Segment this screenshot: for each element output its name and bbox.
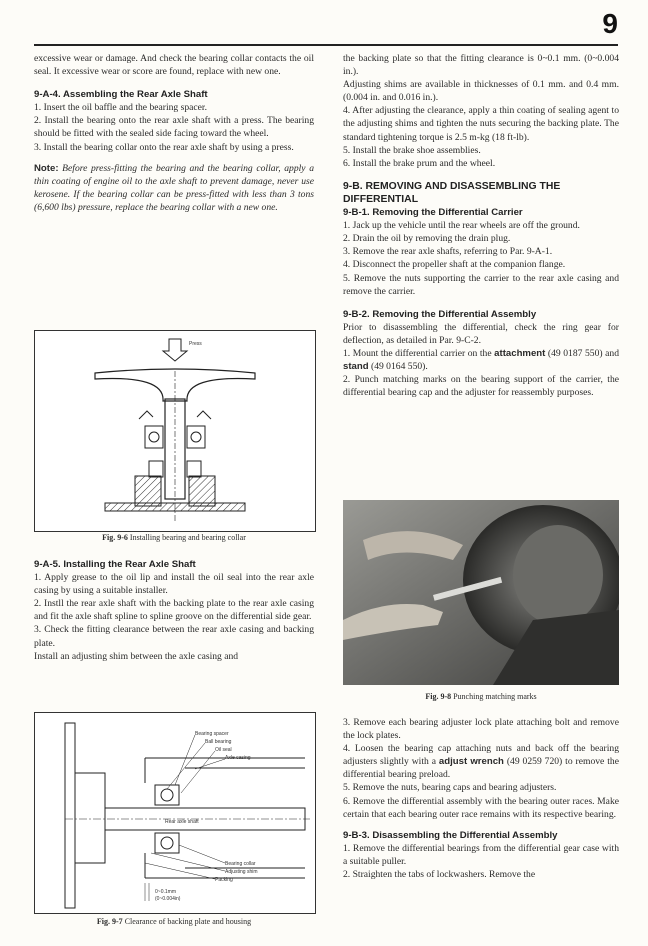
label-bearing-collar: Bearing collar [225, 861, 256, 867]
section-heading: 9-B-3. Disassembling the Differential Assembly [343, 829, 558, 841]
step: 1. Apply grease to the oil lip and install the oil seal into the rear axle casing by using a suitable installer. [34, 572, 314, 597]
figure-label: Fig. 9-7 [96, 917, 123, 926]
figure-label: Fig. 9-8 [425, 692, 452, 701]
left-column [34, 52, 314, 214]
figure-9-7 [34, 712, 316, 914]
step: 5. Remove the nuts, bearing caps and bearing adjusters. [343, 782, 557, 794]
step: 4. After adjusting the clearance, apply a thin coating of sealing agent to the adjusting shims and tighten the nuts securing the backing plate. The standard tightening torque is 2.5 m-kg (18 ft-lb). [343, 105, 619, 143]
note-label: Note: [34, 162, 59, 174]
step: 5. Remove the nuts supporting the carrier to the rear axle casing and remove the carrier. [343, 272, 619, 297]
paragraph: Prior to disassembling the differential, check the ring gear for deflection, as detailed in Par. 9-C-2. [343, 321, 619, 346]
label-clearance-mm: 0~0.1mm [155, 889, 176, 895]
step: 6. Install the brake prum and the wheel. [343, 157, 496, 169]
label-oil-seal: Oil seal [215, 747, 232, 753]
step: 2. Drain the oil by removing the drain plug. [343, 233, 511, 245]
chapter-section-heading: 9-B. REMOVING AND DISASSEMBLING THE DIFFERENTIAL [343, 180, 561, 205]
step: 4. Disconnect the propeller shaft at the companion flange. [343, 259, 566, 271]
paragraph: Adjusting shims are available in thicknesses of 0.1 mm. and 0.4 mm. (0.004 in. and 0.016 in.). [343, 79, 619, 104]
header-rule [34, 44, 618, 46]
press-label: Press [189, 341, 202, 347]
step: 3. Check the fitting clearance between the rear axle casing and backing plate. [34, 624, 314, 649]
figure-9-6 [34, 330, 316, 532]
step: 6. Remove the differential assembly with the bearing outer races. Make certain that each bearing outer race remains with its respective bearing. [343, 795, 619, 820]
step: 5. Install the brake shoe assemblies. [343, 144, 481, 156]
label-adjusting-shim: Adjusting shim [225, 869, 258, 875]
tool-name: adjust wrench [438, 756, 504, 768]
step: 3. Remove each bearing adjuster lock plate attaching bolt and remove the lock plates. [343, 717, 619, 742]
section-heading: 9-B-1. Removing the Differential Carrier [343, 207, 523, 219]
step: 1. Jack up the vehicle until the rear wheels are off the ground. [343, 220, 580, 232]
figure-caption: Punching matching marks [453, 692, 537, 701]
note [34, 162, 314, 214]
figure-9-8-caption [343, 692, 619, 701]
step-text: (49 0164 550). [371, 361, 428, 373]
label-packing: Packing [215, 877, 233, 883]
step [343, 347, 619, 373]
label-rear-axle-shaft: Rear axle shaft [165, 819, 199, 825]
figure-caption: Installing bearing and bearing collar [129, 533, 246, 542]
left-column-lower [34, 558, 314, 663]
figure-9-8 [343, 500, 619, 685]
label-bearing-spacer: Bearing spacer [195, 731, 229, 737]
figure-caption: Clearance of backing plate and housing [124, 917, 252, 926]
section-heading: 9-A-5. Installing the Rear Axle Shaft [34, 559, 196, 570]
figure-label: Fig. 9-6 [102, 533, 128, 542]
axle-section-diagram [35, 713, 315, 913]
figure-9-6-caption [34, 533, 314, 542]
step: 2. Punch matching marks on the bearing support of the carrier, the differential bearing cap and the adjuster for reassembly purposes. [343, 374, 619, 399]
step-text: (49 0187 550) and [547, 347, 619, 359]
right-column [343, 52, 619, 399]
bearing-press-diagram [35, 331, 315, 531]
paragraph: the backing plate so that the fitting clearance is 0~0.1 mm. (0~0.004 in.). [343, 53, 619, 78]
right-column-lower [343, 716, 619, 881]
tool-name: stand [343, 361, 369, 373]
note-text: Before press-fitting the bearing and the bearing collar, apply a thin coating of engine oil to the axle shaft to prevent damage, never use kerosene. If the bearing collar can be press-fitted with less than 3 tons (6,600 lbs) pressure, replace the bearing collar with a new one. [34, 162, 314, 213]
step: Install an adjusting shim between the axle casing and [34, 650, 239, 662]
step-text: (49 0259 720) to remove the differential bearing preload. [343, 756, 619, 781]
step-text: 4. Loosen the bearing cap attaching nuts and back off the bearing adjusters slightly with a [343, 743, 619, 768]
step: 3. Remove the rear axle shafts, referring to Par. 9-A-1. [343, 246, 553, 258]
section-heading: 9-A-4. Assembling the Rear Axle Shaft [34, 89, 208, 101]
step-text: 1. Mount the differential carrier on the [343, 347, 492, 359]
step: 3. Install the bearing collar onto the rear axle shaft by using a press. [34, 141, 294, 153]
step: 1. Remove the differential bearings from the differential gear case with a suitable puller. [343, 842, 619, 867]
page-number: 9 [602, 8, 618, 39]
step: 2. Instll the rear axle shaft with the backing plate to the rear axle casing and fit the axle shaft spline to spline groove on the differential side gear. [34, 598, 314, 623]
step: 1. Insert the oil baffle and the bearing spacer. [34, 102, 207, 114]
step: 2. Install the bearing onto the rear axle shaft with a press. The bearing should be fitted with the sealed side facing toward the wheel. [34, 115, 314, 140]
section-heading: 9-B-2. Removing the Differential Assembly [343, 308, 537, 320]
paragraph: excessive wear or damage. And check the bearing collar contacts the oil seal. It excessive wear or score are found, replace with new one. [34, 53, 314, 78]
step [343, 742, 619, 781]
tool-name: attachment [494, 347, 546, 359]
label-clearance-in: (0~0.004in) [155, 896, 181, 902]
figure-9-7-caption [34, 917, 314, 926]
label-axle-casing: Axle casing [225, 755, 251, 761]
photo-punching-marks [343, 500, 619, 685]
step: 2. Straighten the tabs of lockwashers. Remove the [343, 869, 536, 881]
label-ball-bearing: Ball bearing [205, 739, 232, 745]
